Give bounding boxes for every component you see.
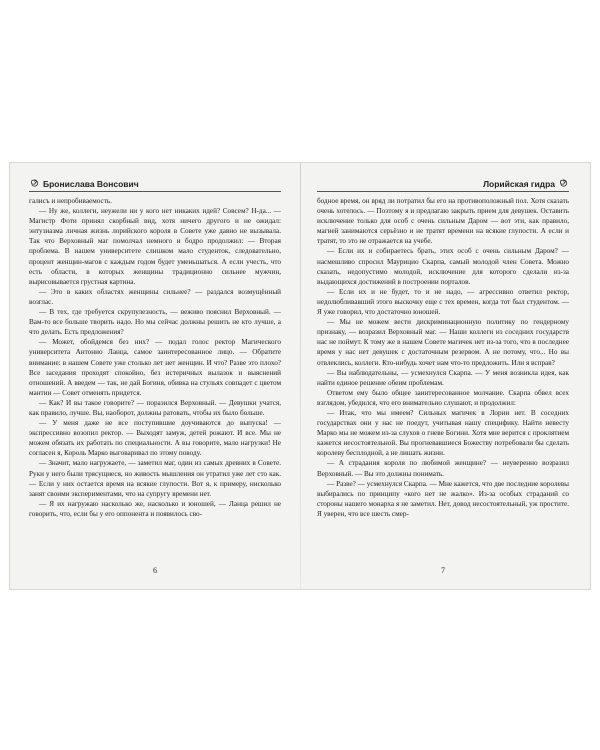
right-text-body [317, 196, 569, 519]
spiral-ornament-icon [558, 176, 569, 187]
paragraph: — Мы не можем вести дискриминационную политику по гендерному признаку, — возразил Верховный маг. — Наши коллеги из соседних государств нас не поймут. К тому же в нашем Совете магичек нет из-за того, что в последнее время у нас нет девушек с достаточным резервом. А не потому, что... Но вы отвлеклись, коллеги. Кто-нибудь хочет нам что-то предложить. Или я всправ? [317, 318, 569, 367]
paragraph: — Как? И вы такое говорите? — поразился Верховный. — Девушки учатся, как правило, лучше. Вы, наоборот, должны ратовать, чтобы их было больше. [29, 398, 281, 417]
paragraph: — Если их и собираетесь брать, этих особ с очень сильным Даром? — насмешливо спросил Маурицио Скарпа, самый молодой член Совета. Можно сказать, недопустимо молодой, исключение для которого сделали из-за выдающихся достижений в построении порталов. [317, 247, 569, 286]
spiral-ornament-icon [29, 176, 40, 187]
paragraph: Ответом ему было общее заинтересованное молчание. Скарпа обвел всех взглядом, убедился, что его внимательно слушают, и продолжил: [317, 388, 569, 407]
running-head-title: Лорийская гидра [483, 179, 555, 189]
paragraph: — У меня даже не все поступившие доучиваются до выпуска! — экспрессивно возопил ректор. — Выходят замуж, детей рожают. И все. Мы не можем обязать их работать по специальности. А вы говорите, мало нагрузки! Не согласен я, Король Марко выговаривал по этому поводу. [29, 419, 281, 458]
left-page [29, 173, 281, 583]
paragraph: — Может, обойдемся без них? — подал голос ректор Магического университета Антонио Ланца, самое заинтересованное лицо. — Обратите внимание: в нашем Совете уже столько лет нет женщин. И что? Разве это плохо? Все заседания проходят спокойно, без истеричных вылазок и выяснений отношений. А введем — так, не дай Богиня, обивка на стульях совпадет с цветом мантии — Совет отменять придется. [29, 338, 281, 397]
paragraph: — Итак, что мы имеем? Сильных магичек в Лории нет. В соседних государствах они у нас не поедут, учитывая нашу специфику. Найти невесту Марко мы не можем из-за слухов о гневе Богини. Хотя мне верится с проклятием кажется несостоятельной. Вы прогневавшиеся Божеству потребовали бы сделать королеву бесплодной, а не лишать жизни. [317, 408, 569, 458]
left-running-head [29, 173, 281, 192]
paragraph: — Я их нагружаю насколько же, насколько и юношей, — Ланца решил не говорить, что, если бы у его оппонента и появилось сво- [29, 499, 281, 518]
paragraph: — Значит, мало нагружаете, — заметил маг, один из самых древних в Совете. Руки у него были трясущиеся, но живость мышления он утратил уже лет сто как. — Если у них остается время на всякие глупости. Вот я, к примеру, нисколько занят своими экспериментами, что на супругу времени нет. [29, 459, 281, 498]
paragraph: — Разве? — усмехнулся Скарпа. — Мне кажется, что две последние королевы выбирались по принципу «кого нет не жалко». Из-за особых страданий со стороны нашего монарха я не заметил. Нет, довод несостоятельный, уж простите. Я уверен, что все шесть смер- [317, 479, 569, 518]
paragraph: — Это в каких областях женщины сильнее? — раздался возмущённый возглас. [29, 287, 281, 306]
paragraph: галисъ и непробиваемость. [29, 197, 112, 205]
paragraph: — В тех, где требуется скрупулезность, — веживо пояснил Верховный. — Вам-то все больше творить надо. Но мы сейчас должны решить не кто лучше, а что делать. Есть предложения? [29, 308, 281, 337]
page-number: 7 [441, 566, 445, 575]
paragraph: — Ну же, коллеги, неужели ни у кого нет никаких идей? Совсем? Н-да... — Магистр Фоти принял скорбный вид, хотя ничего другого и не ожидал: энтузиазма личная жизнь лорийского короля в Совете уже давно не вызывала. Так что Верховный маг помолчал немного и бодро продолжил: — Вторая проблема. В нашем университете слишком мало студенток, следовательно, процент женщин-магов с каждым годом будет уменьшаться. А если учесть, что есть области, в которых женщины традиционно сильнее мужчин, вырисовывается грустная картина. [29, 207, 281, 286]
page-number: 6 [153, 566, 157, 575]
running-head-title: Бронислава Вонсович [43, 179, 139, 189]
right-running-head [317, 173, 569, 192]
gutter [300, 163, 301, 589]
left-text-body [29, 196, 281, 519]
paragraph: бодное время, он вряд ли потратил бы его на противоположный пол. Хотя сказать очень хотелось. — Поэтому я и предлагаю закрыть прием для девушек. Оставить исключение только для особ с очень сильным Даром — вот эти, как правило, магией занимаются серьёзно и не тратят времени на всякие глупости. А если и тратят, то это не отражается на учебе. [317, 197, 569, 246]
book-spread [10, 163, 590, 589]
paragraph: — Если их и не будет, то и не надо, — агрессивно ответил ректор, недолюбливавший этого выскочку еще с тех времен, когда тот был студентом. — Я уже говорил, что достаточно юношей. [317, 287, 569, 317]
paragraph: — Вы наблюдательны, — усмехнулся Скарпа. — У меня возникла идея, как найти единое решение обеим проблемам. [317, 368, 569, 387]
right-page [317, 173, 569, 583]
paragraph: — А страдания короля по любимой женщине? — неуверенно возразил Верховный. — Вы это должны понимать. [317, 459, 569, 478]
